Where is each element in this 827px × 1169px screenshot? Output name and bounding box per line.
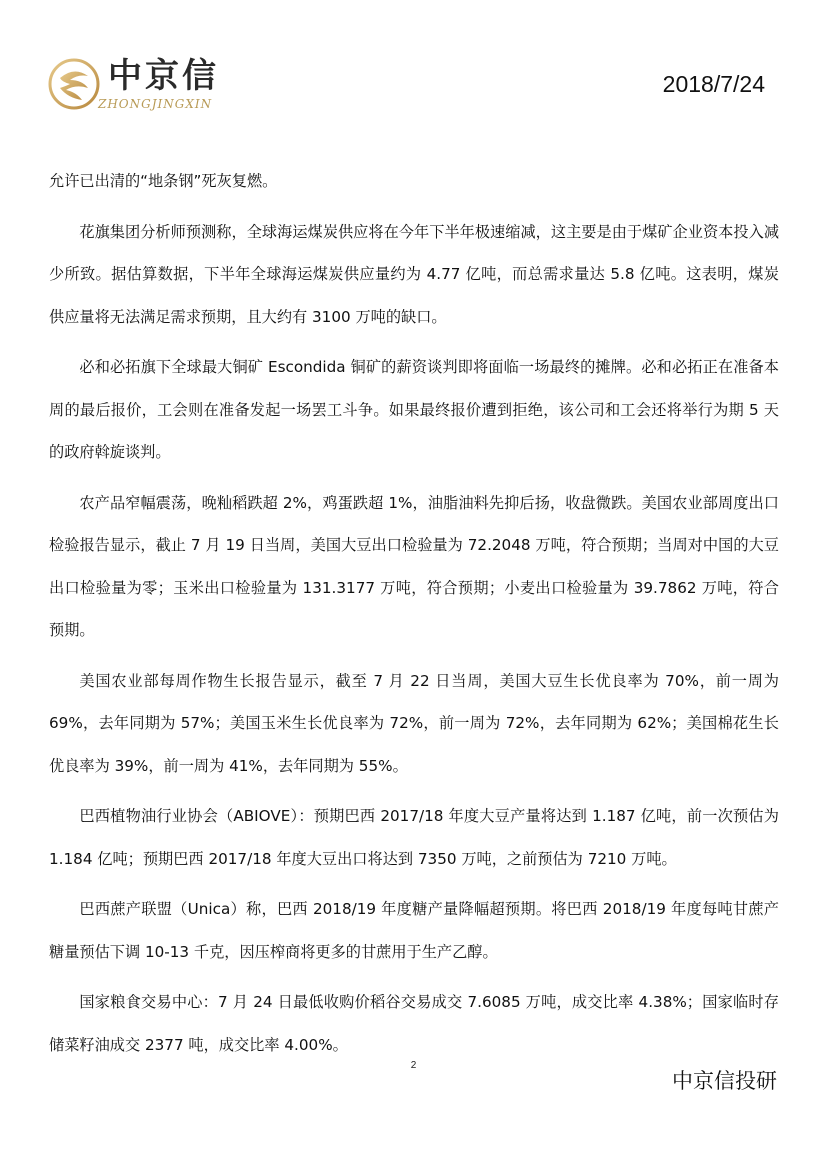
paragraph: 国家粮食交易中心：7 月 24 日最低收购价稻谷交易成交 7.6085 万吨，成交比率 4.38%；国家临时存储菜籽油成交 2377 吨，成交比率 4.00%。	[49, 993, 779, 1054]
logo-chinese-name: 中京信	[108, 56, 219, 96]
paragraph: 花旗集团分析师预测称，全球海运煤炭供应将在今年下半年极速缩减，这主要是由于煤矿企业资本投入减少所致。据估算数据，下半年全球海运煤炭供应量约为 4.77 亿吨，而总需求量达 5.8 亿吨。这表明，煤炭供应量将无法满足需求预期，且大约有 3100 万吨的缺口。	[49, 222, 779, 326]
logo-english-name: ZHONGJINGXIN	[98, 97, 213, 111]
page-number: 2	[410, 1060, 417, 1071]
paragraph: 必和必拓旗下全球最大铜矿 Escondida 铜矿的薪资谈判即将面临一场最终的摊牌。必和必拓正在准备本周的最后报价，工会则在准备发起一场罢工斗争。如果最终报价遭到拒绝，该公司和工会还将举行为期 5 天的政府斡旋谈判。	[49, 358, 779, 461]
company-logo	[48, 56, 238, 120]
paragraph: 农产品窄幅震荡，晚籼稻跌超 2%，鸡蛋跌超 1%，油脂油料先抑后扬，收盘微跌。美国农业部周度出口检验报告显示，截止 7 月 19 日当周，美国大豆出口检验量为 72.2048 万吨，符合预期；当周对中国的大豆出口检验量为零；玉米出口检验量为 131.3177 万吨，符合预期；小麦出口检验量为 39.7862 万吨，符合预期。	[49, 493, 779, 639]
paragraph: 允许已出清的“地条钢”死灰复燃。	[49, 172, 278, 190]
paragraph: 美国农业部每周作物生长报告显示，截至 7 月 22 日当周，美国大豆生长优良率为 70%，前一周为 69%，去年同期为 57%；美国玉米生长优良率为 72%，前一周为 72%，去年同期为 62%；美国棉花生长优良率为 39%，前一周为 41%，去年同期为 55%。	[49, 671, 779, 775]
report-date: 2018/7/24	[662, 71, 765, 97]
zhongjingxin-logo-icon	[48, 58, 100, 110]
paragraph: 巴西蔗产联盟（Unica）称，巴西 2018/19 年度糖产量降幅超预期。将巴西 2018/19 年度每吨甘蔗产糖量预估下调 10-13 千克，因压榨商将更多的甘蔗用于生产乙醇。	[49, 900, 779, 961]
document-body	[49, 160, 779, 1074]
footer-brand: 中京信投研	[672, 1069, 777, 1093]
paragraph: 巴西植物油行业协会（ABIOVE）：预期巴西 2017/18 年度大豆产量将达到 1.187 亿吨，前一次预估为 1.184 亿吨；预期巴西 2017/18 年度大豆出口将达到 7350 万吨，之前预估为 7210 万吨。	[49, 807, 779, 868]
page-header	[0, 0, 827, 130]
